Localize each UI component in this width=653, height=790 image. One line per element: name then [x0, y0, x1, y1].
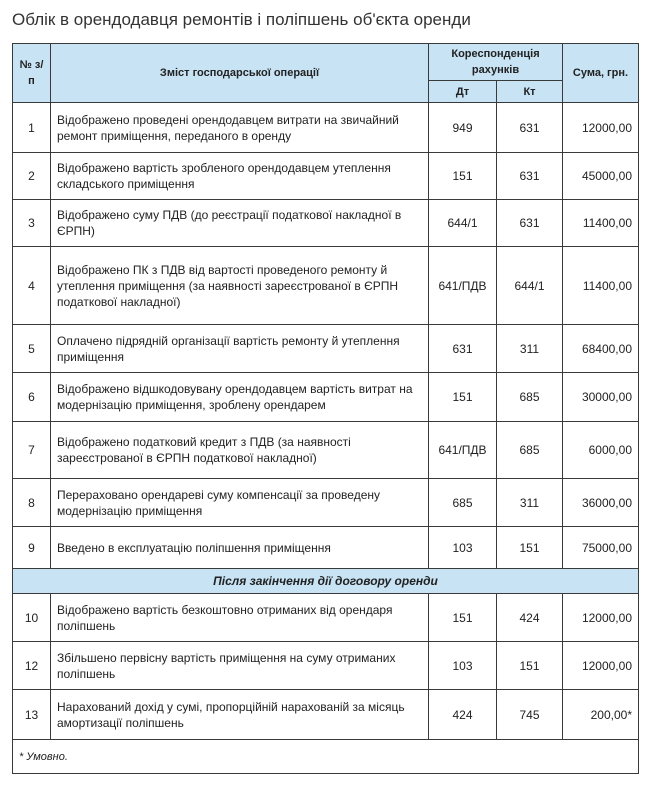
row-operation: Введено в експлуатацію поліпшення приміщення	[51, 527, 429, 569]
table-row	[13, 479, 639, 527]
row-amount: 11400,00	[563, 200, 639, 247]
row-number: 7	[13, 422, 51, 479]
table-section	[13, 569, 639, 594]
header-correspondence: Кореспонденція рахунків	[429, 44, 563, 81]
row-number: 3	[13, 200, 51, 247]
row-debit: 641/ПДВ	[429, 422, 497, 479]
row-number: 5	[13, 325, 51, 373]
row-amount: 45000,00	[563, 153, 639, 200]
row-credit: 631	[497, 200, 563, 247]
row-credit: 151	[497, 642, 563, 690]
footnote: * Умовно.	[13, 740, 639, 774]
row-credit: 631	[497, 153, 563, 200]
row-debit: 641/ПДВ	[429, 247, 497, 325]
row-operation: Перераховано орендареві суму компенсації за проведену модернізацію приміщення	[51, 479, 429, 527]
row-amount: 12000,00	[563, 103, 639, 153]
row-number: 6	[13, 373, 51, 422]
row-credit: 311	[497, 325, 563, 373]
row-debit: 685	[429, 479, 497, 527]
header-amount: Сума, грн.	[563, 44, 639, 103]
table-row	[13, 247, 639, 325]
row-debit: 151	[429, 373, 497, 422]
header-operation: Зміст господарської операції	[51, 44, 429, 103]
row-operation: Відображено податковий кредит з ПДВ (за наявності зареєстрованої в ЄРПН податкової накладної)	[51, 422, 429, 479]
table-row	[13, 200, 639, 247]
row-debit: 949	[429, 103, 497, 153]
table-row	[13, 594, 639, 642]
row-operation: Відображено вартість безкоштовно отриманих від орендаря поліпшень	[51, 594, 429, 642]
accounting-table	[12, 43, 639, 774]
table-row	[13, 153, 639, 200]
row-operation: Збільшено первісну вартість приміщення на суму отриманих поліпшень	[51, 642, 429, 690]
table-body-before-end	[13, 103, 639, 569]
header-number: № з/п	[13, 44, 51, 103]
row-amount: 200,00*	[563, 690, 639, 740]
row-credit: 745	[497, 690, 563, 740]
page-title: Облік в орендодавця ремонтів і поліпшень об'єкта оренди	[12, 10, 471, 29]
table-row	[13, 527, 639, 569]
row-debit: 644/1	[429, 200, 497, 247]
row-number: 1	[13, 103, 51, 153]
row-number: 4	[13, 247, 51, 325]
row-debit: 151	[429, 153, 497, 200]
row-debit: 151	[429, 594, 497, 642]
table-row	[13, 690, 639, 740]
row-number: 8	[13, 479, 51, 527]
table-footnote	[13, 740, 639, 774]
row-operation: Відображено відшкодовувану орендодавцем вартість витрат на модернізацію приміщення, зроблену орендарем	[51, 373, 429, 422]
row-credit: 151	[497, 527, 563, 569]
table-row	[13, 642, 639, 690]
row-operation: Відображено вартість зробленого орендодавцем утеплення складського приміщення	[51, 153, 429, 200]
header-debit: Дт	[429, 81, 497, 103]
row-amount: 75000,00	[563, 527, 639, 569]
row-debit: 631	[429, 325, 497, 373]
row-amount: 12000,00	[563, 594, 639, 642]
row-operation: Відображено проведені орендодавцем витрати на звичайний ремонт приміщення, переданого в оренду	[51, 103, 429, 153]
table-row	[13, 422, 639, 479]
row-debit: 103	[429, 527, 497, 569]
row-operation: Відображено суму ПДВ (до реєстрації податкової накладної в ЄРПН)	[51, 200, 429, 247]
row-debit: 103	[429, 642, 497, 690]
row-number: 13	[13, 690, 51, 740]
row-number: 2	[13, 153, 51, 200]
row-credit: 631	[497, 103, 563, 153]
row-number: 12	[13, 642, 51, 690]
row-amount: 12000,00	[563, 642, 639, 690]
row-operation: Нарахований дохід у сумі, пропорційній нарахованій за місяць амортизації поліпшень	[51, 690, 429, 740]
row-amount: 30000,00	[563, 373, 639, 422]
header-credit: Кт	[497, 81, 563, 103]
row-debit: 424	[429, 690, 497, 740]
row-number: 10	[13, 594, 51, 642]
row-credit: 644/1	[497, 247, 563, 325]
table-row	[13, 103, 639, 153]
row-amount: 68400,00	[563, 325, 639, 373]
table-row	[13, 373, 639, 422]
table-body-after-end	[13, 594, 639, 740]
row-amount: 6000,00	[563, 422, 639, 479]
section-label: Після закінчення дії договору оренди	[13, 569, 639, 594]
row-credit: 685	[497, 422, 563, 479]
row-operation: Оплачено підрядній організації вартість ремонту й утеплення приміщення	[51, 325, 429, 373]
row-credit: 424	[497, 594, 563, 642]
row-number: 9	[13, 527, 51, 569]
row-amount: 11400,00	[563, 247, 639, 325]
row-amount: 36000,00	[563, 479, 639, 527]
row-credit: 311	[497, 479, 563, 527]
row-operation: Відображено ПК з ПДВ від вартості проведеного ремонту й утеплення приміщення (за наявності зареєстрованої в ЄРПН податкової накладної)	[51, 247, 429, 325]
row-credit: 685	[497, 373, 563, 422]
table-row	[13, 325, 639, 373]
